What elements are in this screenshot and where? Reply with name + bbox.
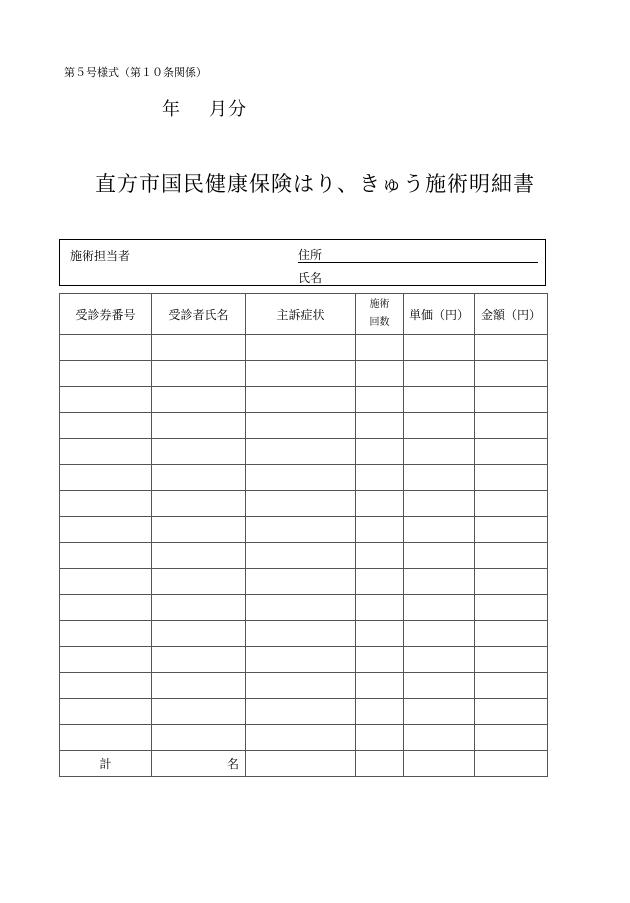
col-treatment-line2: 回数 [369, 317, 390, 328]
table-cell[interactable] [60, 517, 152, 543]
table-cell[interactable] [246, 491, 356, 517]
table-cell[interactable] [404, 595, 475, 621]
table-cell[interactable] [60, 543, 152, 569]
table-row [60, 543, 548, 569]
table-cell[interactable] [152, 595, 246, 621]
period-month-label: 月分 [209, 99, 247, 120]
table-cell[interactable] [152, 543, 246, 569]
table-cell[interactable] [475, 517, 548, 543]
table-cell[interactable] [475, 335, 548, 361]
table-cell[interactable] [356, 517, 404, 543]
table-cell[interactable] [246, 543, 356, 569]
table-cell[interactable] [246, 725, 356, 751]
col-ticket-number: 受診券番号 [60, 294, 152, 335]
table-cell[interactable] [356, 465, 404, 491]
address-label: 住所 [298, 248, 323, 262]
table-cell[interactable] [475, 621, 548, 647]
table-cell[interactable] [60, 491, 152, 517]
table-cell[interactable] [60, 569, 152, 595]
table-row [60, 647, 548, 673]
table-cell[interactable] [356, 595, 404, 621]
table-cell[interactable] [246, 465, 356, 491]
table-row [60, 673, 548, 699]
table-cell[interactable] [246, 569, 356, 595]
table-cell[interactable] [356, 699, 404, 725]
table-cell[interactable] [475, 413, 548, 439]
table-cell[interactable] [246, 517, 356, 543]
table-cell[interactable] [356, 387, 404, 413]
period-year-label: 年 [162, 99, 181, 120]
table-cell[interactable] [475, 439, 548, 465]
table-cell[interactable] [475, 725, 548, 751]
table-cell[interactable] [404, 621, 475, 647]
table-row [60, 621, 548, 647]
table-cell[interactable] [246, 413, 356, 439]
table-row [60, 491, 548, 517]
table-cell[interactable] [152, 387, 246, 413]
name-label: 氏名 [298, 271, 323, 285]
table-header-row [60, 294, 548, 335]
table-cell[interactable] [246, 673, 356, 699]
table-cell[interactable] [60, 465, 152, 491]
table-row [60, 595, 548, 621]
table-cell[interactable] [152, 491, 246, 517]
table-cell[interactable] [404, 413, 475, 439]
table-cell[interactable] [475, 569, 548, 595]
table-row [60, 465, 548, 491]
table-cell[interactable] [152, 439, 246, 465]
table-cell[interactable] [60, 673, 152, 699]
table-cell[interactable] [356, 673, 404, 699]
practitioner-label: 施術担当者 [70, 249, 131, 263]
table-cell[interactable] [356, 439, 404, 465]
table-cell[interactable] [356, 491, 404, 517]
billing-period [162, 95, 247, 121]
table-cell[interactable] [152, 465, 246, 491]
total-label: 計 [60, 751, 152, 777]
table-cell[interactable] [60, 413, 152, 439]
table-cell[interactable] [404, 361, 475, 387]
table-cell[interactable] [152, 647, 246, 673]
table-cell[interactable] [60, 621, 152, 647]
table-cell[interactable] [356, 413, 404, 439]
table-cell[interactable] [152, 335, 246, 361]
table-cell[interactable] [246, 439, 356, 465]
address-field[interactable] [298, 246, 538, 263]
total-name-label: 名 [152, 751, 246, 777]
table-cell[interactable] [356, 647, 404, 673]
table-cell[interactable] [404, 387, 475, 413]
table-row [60, 361, 548, 387]
total-cell[interactable] [246, 751, 356, 777]
table-cell[interactable] [475, 673, 548, 699]
table-cell[interactable] [152, 413, 246, 439]
table-cell[interactable] [475, 595, 548, 621]
table-row [60, 335, 548, 361]
table-row [60, 517, 548, 543]
table-cell[interactable] [356, 335, 404, 361]
table-cell[interactable] [246, 699, 356, 725]
practitioner-box [59, 239, 546, 286]
table-row [60, 569, 548, 595]
table-cell[interactable] [404, 725, 475, 751]
table-cell[interactable] [246, 647, 356, 673]
table-cell[interactable] [246, 387, 356, 413]
col-patient-name: 受診者氏名 [152, 294, 246, 335]
col-treatment-line1: 施術 [369, 299, 390, 310]
total-cell[interactable] [404, 751, 475, 777]
table-cell[interactable] [60, 439, 152, 465]
table-cell[interactable] [60, 595, 152, 621]
total-cell[interactable] [475, 751, 548, 777]
table-cell[interactable] [404, 699, 475, 725]
total-cell[interactable] [356, 751, 404, 777]
table-cell[interactable] [475, 699, 548, 725]
table-cell[interactable] [475, 491, 548, 517]
col-amount: 金額（円） [475, 294, 548, 335]
table-cell[interactable] [404, 465, 475, 491]
col-treatment-count [356, 294, 404, 335]
table-cell[interactable] [404, 335, 475, 361]
table-cell[interactable] [475, 387, 548, 413]
form-number: 第５号様式（第１０条関係） [64, 66, 207, 79]
table-cell[interactable] [246, 361, 356, 387]
table-cell[interactable] [356, 621, 404, 647]
table-row [60, 439, 548, 465]
name-field[interactable] [298, 269, 538, 286]
table-row [60, 725, 548, 751]
table-cell[interactable] [404, 517, 475, 543]
table-cell[interactable] [246, 621, 356, 647]
table-cell[interactable] [404, 491, 475, 517]
table-cell[interactable] [152, 361, 246, 387]
details-table [59, 293, 548, 777]
col-unit-price: 単価（円） [404, 294, 475, 335]
table-cell[interactable] [404, 543, 475, 569]
table-row [60, 699, 548, 725]
table-cell[interactable] [475, 647, 548, 673]
col-chief-complaint: 主訴症状 [246, 294, 356, 335]
table-cell[interactable] [404, 439, 475, 465]
table-row [60, 413, 548, 439]
table-cell[interactable] [152, 725, 246, 751]
total-row [60, 751, 548, 777]
table-cell[interactable] [246, 595, 356, 621]
table-row [60, 387, 548, 413]
table-cell[interactable] [152, 673, 246, 699]
table-cell[interactable] [475, 361, 548, 387]
table-cell[interactable] [246, 335, 356, 361]
table-cell[interactable] [152, 621, 246, 647]
table-cell[interactable] [475, 465, 548, 491]
table-cell[interactable] [404, 569, 475, 595]
table-cell[interactable] [60, 725, 152, 751]
table-cell[interactable] [60, 361, 152, 387]
table-cell[interactable] [60, 335, 152, 361]
table-cell[interactable] [60, 647, 152, 673]
table-cell[interactable] [356, 361, 404, 387]
table-cell[interactable] [152, 569, 246, 595]
table-cell[interactable] [404, 647, 475, 673]
table-cell[interactable] [404, 673, 475, 699]
table-cell[interactable] [60, 387, 152, 413]
table-cell[interactable] [475, 543, 548, 569]
table-cell[interactable] [60, 699, 152, 725]
table-cell[interactable] [152, 699, 246, 725]
table-cell[interactable] [356, 725, 404, 751]
document-title: 直方市国民健康保険はり、きゅう施術明細書 [95, 172, 535, 196]
table-cell[interactable] [356, 543, 404, 569]
table-cell[interactable] [152, 517, 246, 543]
table-cell[interactable] [356, 569, 404, 595]
